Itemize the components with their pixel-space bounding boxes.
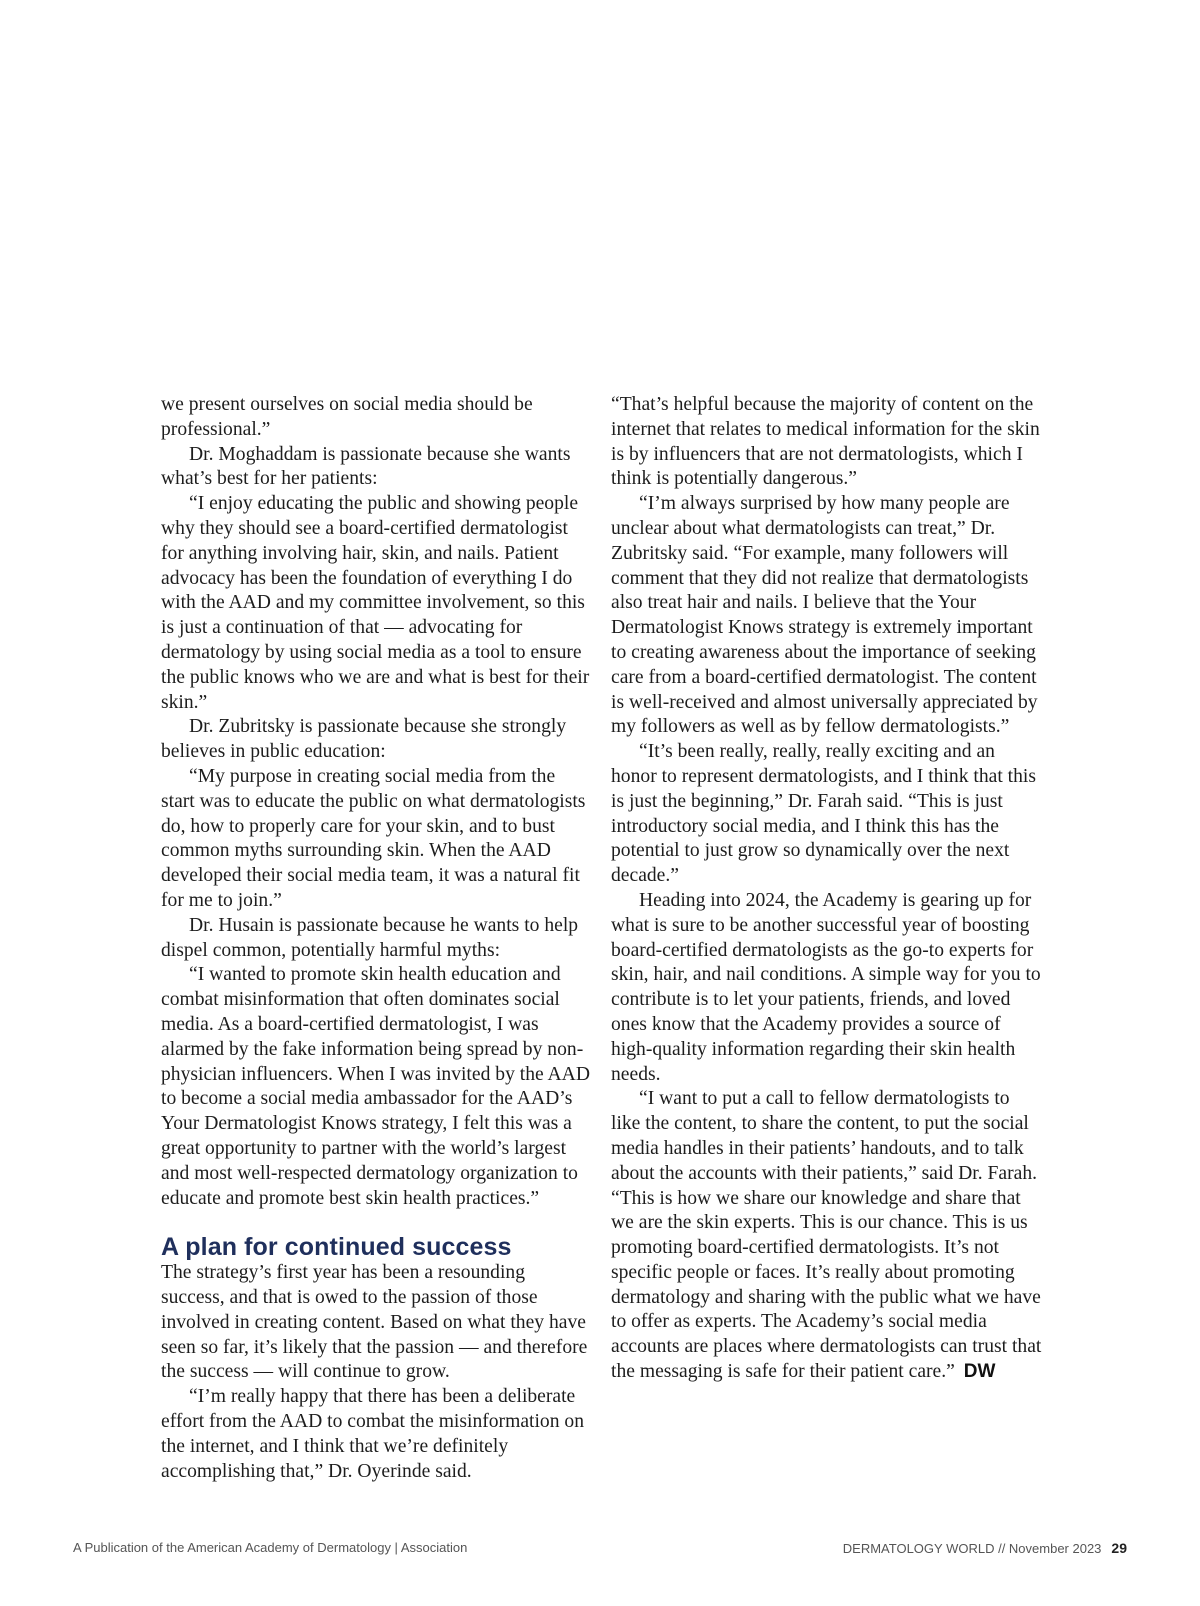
paragraph: we present ourselves on social media should be professional.”: [161, 394, 533, 440]
paragraph-text: “I want to put a call to fellow dermatologists to like the content, to share the content, to put the social media handles in their patients’ handouts, and to talk about the accounts with their patients,” said Dr. Farah. “This is how we share our knowledge and share that we are the skin experts. This is our chance. This is us promoting board-certified dermatologists. It’s not specific people or faces. It’s really about promoting dermatology and sharing with the public what we have to offer as experts. The Academy’s social media accounts are places where dermatologists can trust that the messaging is safe for their patient care.”: [611, 1088, 1042, 1383]
quote-paragraph: “I enjoy educating the public and showing people why they should see a board-certified dermatologist for anything involving hair, skin, and nails. Patient advocacy has been the foundation of everything I do with the AAD and my committee involvement, so this is just a continuation of that — advocating for dermatology by using social media as a tool to ensure the public knows who we are and what is best for their skin.”: [161, 493, 590, 713]
footer-magazine-date: DERMATOLOGY WORLD // November 2023: [842, 1541, 1102, 1556]
paragraph: Dr. Zubritsky is passionate because she strongly believes in public education:: [161, 716, 567, 763]
quote-paragraph: “That’s helpful because the majority of content on the internet that relates to medical information for the skin is by influencers that are not dermatologists, which I think is potentially dangerous.”: [611, 394, 1040, 490]
paragraph: Dr. Husain is passionate because he wants to help dispel common, potentially harmful myths:: [161, 914, 579, 961]
paragraph: The strategy’s first year has been a resounding success, and that is owed to the passion of those involved in creating content. Based on what they have seen so far, it’s likely that the passion — and therefore the success — will continue to grow.: [161, 1262, 588, 1383]
quote-paragraph: “It’s been really, really, really exciting and an honor to represent dermatologists, and I think that this is just the beginning,” Dr. Farah said. “This is just introductory social media, and I think this has the potential to just grow so dynamically over the next decade.”: [611, 741, 1036, 887]
article-end-mark: DW: [963, 1361, 996, 1383]
quote-paragraph: “I’m really happy that there has been a deliberate effort from the AAD to combat the misinformation on the internet, and I think that we’re definitely accomplishing that,” Dr. Oyerinde said.: [161, 1386, 584, 1482]
quote-paragraph: “I’m always surprised by how many people are unclear about what dermatologists can treat,” Dr. Zubritsky said. “For example, many followers will comment that they did not realize that dermatologists also treat hair and nails. I believe that the Your Dermatologist Knows strategy is extremely important to creating awareness about the importance of seeking care from a board-certified dermatologist. The content is well-received and almost universally appreciated by my followers as well as by fellow dermatologists.”: [611, 493, 1038, 738]
page-number: 29: [1111, 1540, 1127, 1556]
quote-paragraph: “I wanted to promote skin health education and combat misinformation that often dominates social media. As a board-certified dermatologist, I was alarmed by the fake information being spread by non-physician influencers. When I was invited by the AAD to become a social media ambassador for the AAD’s Your Dermatologist Knows strategy, I felt this was a great opportunity to partner with the world’s largest and most well-respected dermatology organization to educate and promote best skin health practices.”: [161, 964, 590, 1209]
footer-issue: [843, 1540, 1127, 1557]
quote-paragraph: [611, 1087, 1043, 1385]
right-column: [611, 393, 1043, 1385]
paragraph: Dr. Moghaddam is passionate because she wants what’s best for her patients:: [161, 443, 571, 490]
paragraph: Heading into 2024, the Academy is gearing up for what is sure to be another successful year of boosting board-certified dermatologists as the go-to experts for skin, hair, and nail conditions. A simple way for you to contribute is to let your patients, friends, and loved ones know that the Academy provides a source of high-quality information regarding their skin health needs.: [611, 889, 1041, 1085]
left-column: [161, 393, 593, 1484]
quote-paragraph: “My purpose in creating social media from the start was to educate the public on what dermatologists do, how to properly care for your skin, and to bust common myths surrounding skin. When the AAD developed their social media team, it was a natural fit for me to join.”: [161, 765, 586, 911]
section-heading: A plan for continued success: [161, 1233, 512, 1262]
footer-publication: A Publication of the American Academy of Dermatology | Association: [73, 1540, 468, 1555]
